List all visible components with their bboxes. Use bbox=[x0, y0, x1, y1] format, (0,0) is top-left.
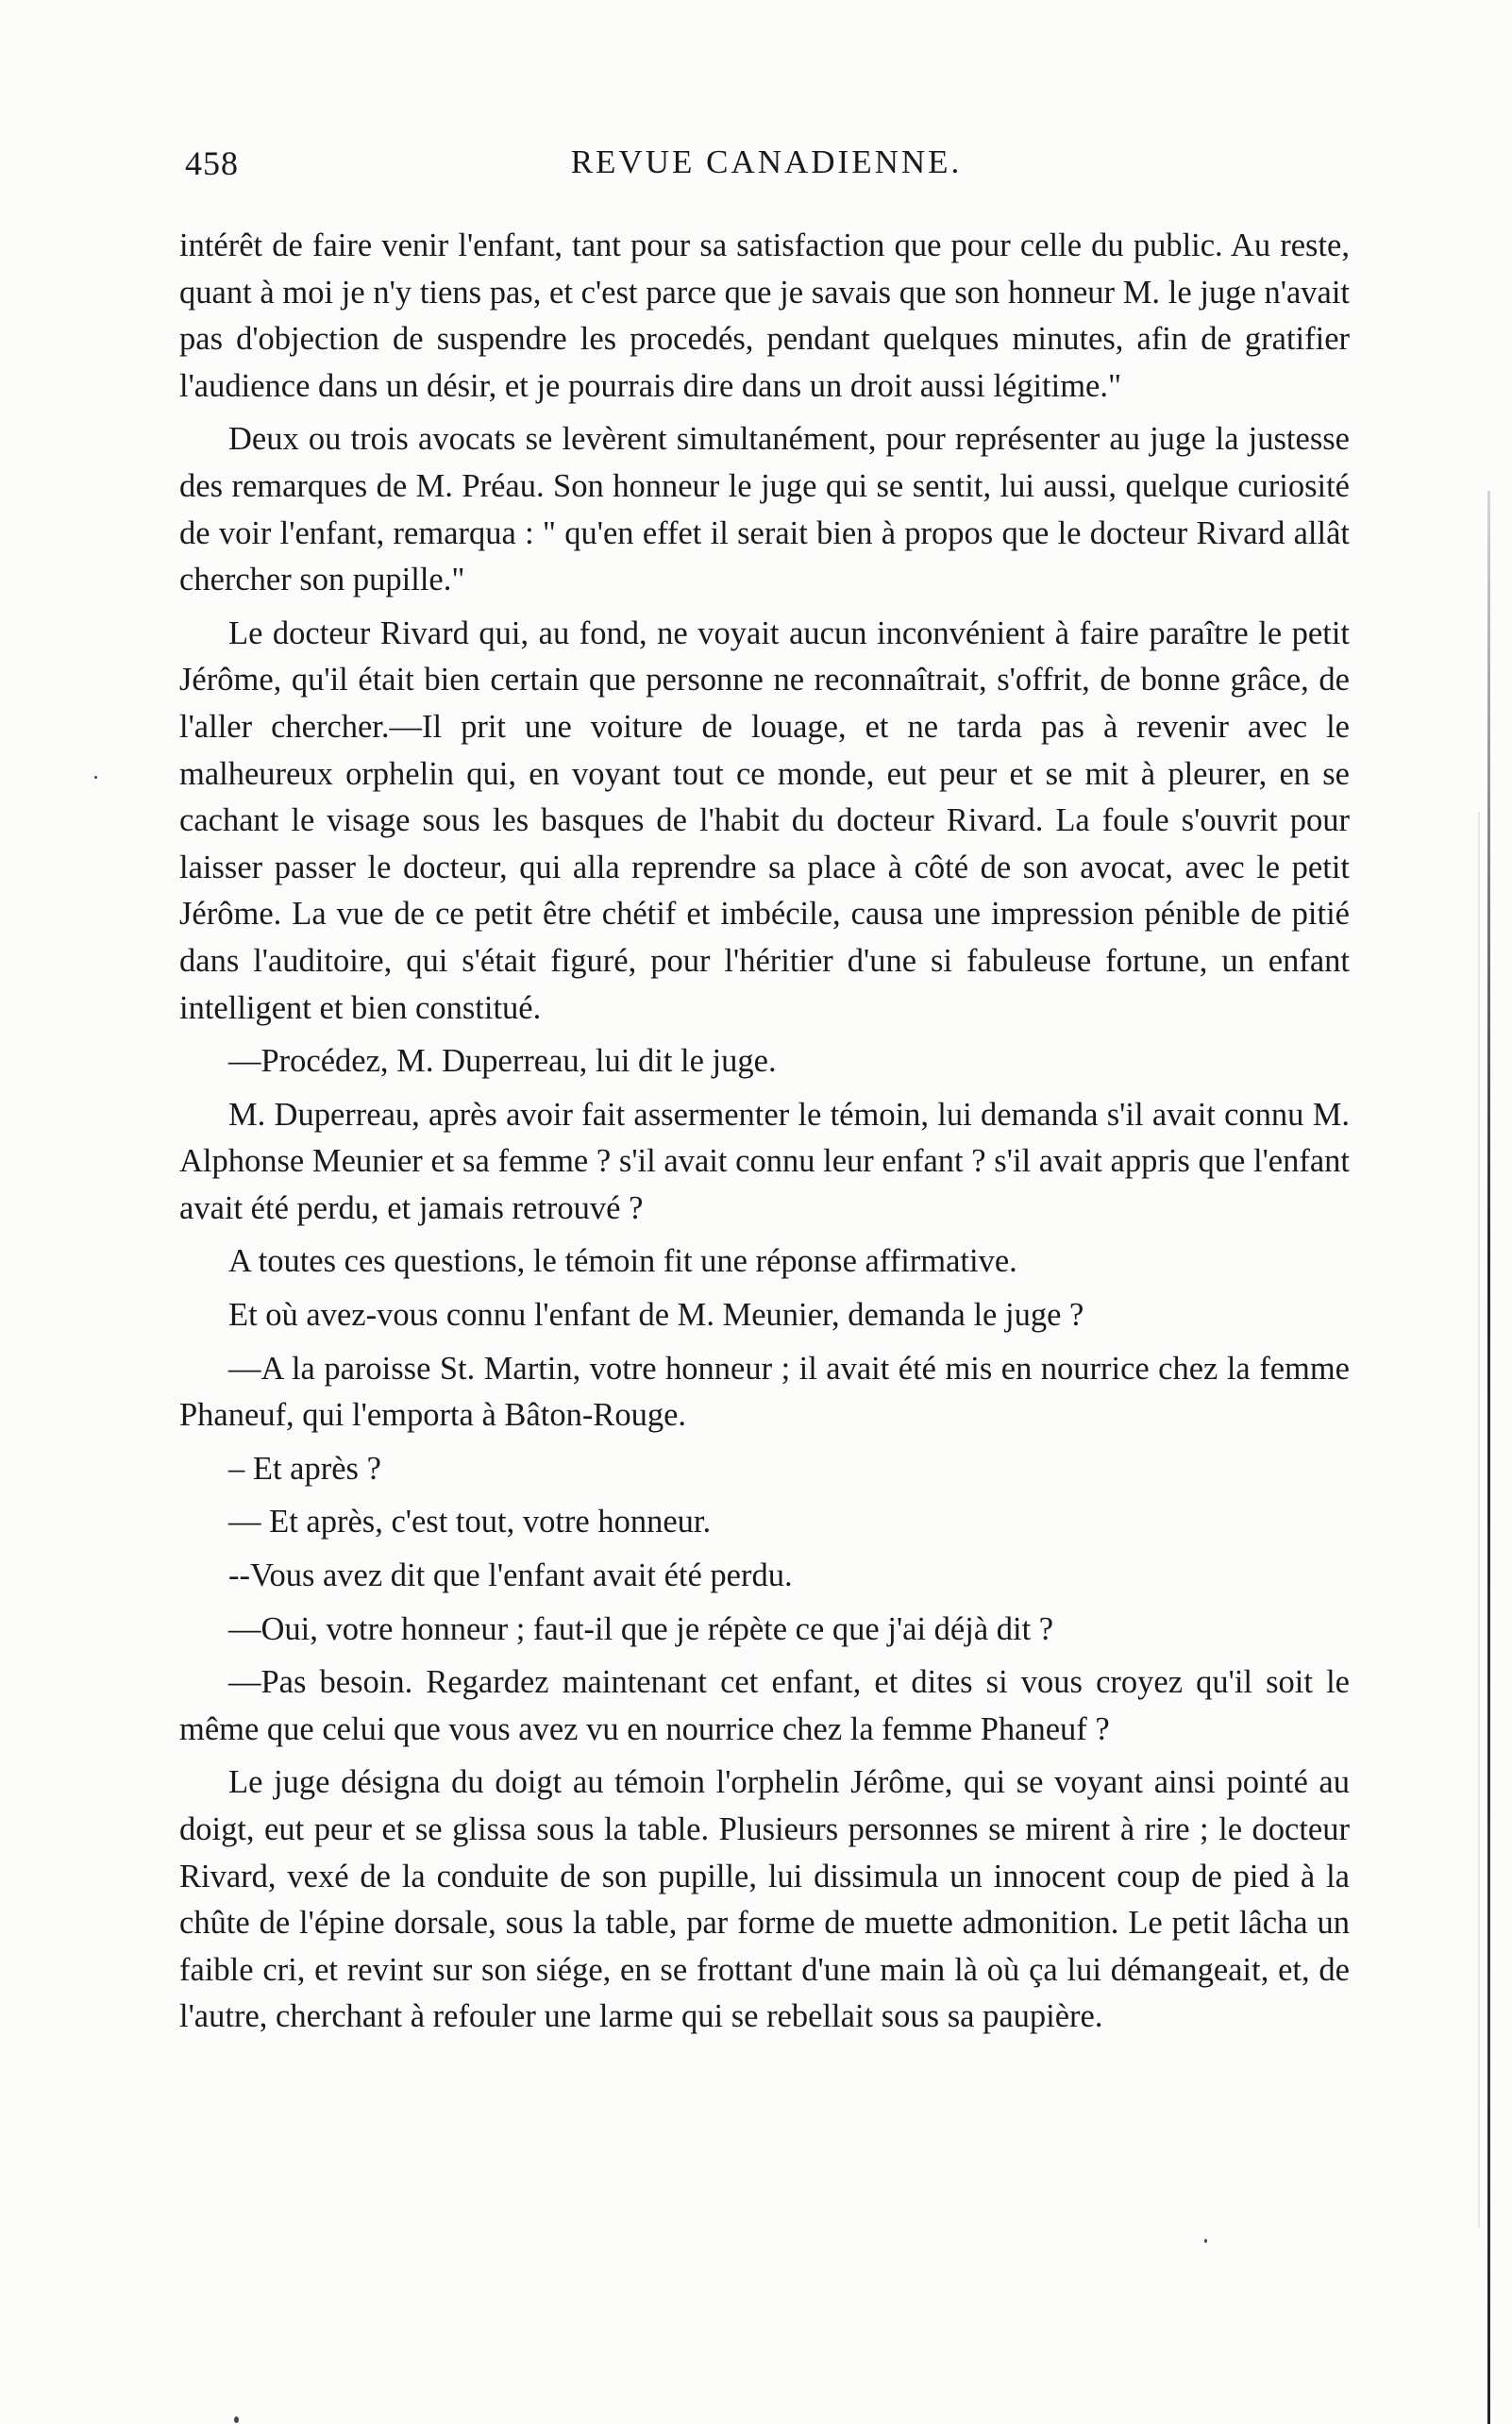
paragraph: —A la paroisse St. Martin, votre honneur ; il avait été mis en nourrice chez la femme Phaneuf, qui l'emporta à Bâton-Rouge. bbox=[179, 1350, 1350, 1434]
paragraph: — Et après, c'est tout, votre honneur. bbox=[228, 1504, 712, 1540]
running-title: REVUE CANADIENNE. bbox=[570, 143, 963, 180]
ink-speck bbox=[1204, 2239, 1207, 2243]
ink-speck bbox=[94, 776, 97, 779]
body-text bbox=[179, 223, 1350, 2047]
ink-speck bbox=[234, 2416, 239, 2423]
page-edge-shadow bbox=[1478, 812, 1480, 2228]
paragraph: Le juge désigna du doigt au témoin l'orphelin Jérôme, qui se voyant ainsi pointé au doigt, eut peur et se glissa sous la table. Plusieurs personnes se mirent à rire ; le docteur Rivard, vexé de la conduite de son pupille, lui dissimula un innocent coup de pied à la chûte de l'épine dorsale, sous la table, par forme de muette admonition. Le petit lâcha un faible cri, et revint sur son siége, en se frottant d'une main là où ça lui démangeait, et, de l'autre, cherchant à refouler une larme qui se rebellait sous sa paupière. bbox=[179, 1764, 1350, 2035]
paragraph: A toutes ces questions, le témoin fit une réponse affirmative. bbox=[228, 1243, 1017, 1280]
paragraph: – Et après ? bbox=[228, 1450, 381, 1487]
page-header bbox=[179, 143, 1353, 191]
paragraph: intérêt de faire venir l'enfant, tant pour sa satisfaction que pour celle du public. Au reste, quant à moi je n'y tiens pas, et c'est parce que je savais que son honneur M. le juge n'avait pas d'objection de suspendre les procedés, pendant quelques minutes, afin de gratifier l'audience dans un désir, et je pourrais dire dans un droit aussi légitime." bbox=[179, 227, 1350, 404]
paragraph: —Pas besoin. Regardez maintenant cet enfant, et dites si vous croyez qu'il soit le même que celui que vous avez vu en nourrice chez la femme Phaneuf ? bbox=[179, 1664, 1350, 1747]
paragraph: M. Duperreau, après avoir fait assermenter le témoin, lui demanda s'il avait connu M. Alphonse Meunier et sa femme ? s'il avait connu leur enfant ? s'il avait appris que l'enfant avait été perdu, et jamais retrouvé ? bbox=[179, 1096, 1350, 1226]
paragraph: Deux ou trois avocats se levèrent simultanément, pour représenter au juge la justesse des remarques de M. Préau. Son honneur le juge qui se sentit, lui aussi, quelque curiosité de voir l'enfant, remarqua : " qu'en effet il serait bien à propos que le docteur Rivard allât chercher son pupille." bbox=[179, 421, 1350, 598]
page-number: 458 bbox=[185, 144, 239, 182]
paragraph: —Oui, votre honneur ; faut-il que je répète ce que j'ai déjà dit ? bbox=[228, 1610, 1054, 1647]
paragraph: --Vous avez dit que l'enfant avait été perdu. bbox=[228, 1557, 793, 1594]
page-edge-line bbox=[1487, 491, 1490, 2424]
paragraph: Et où avez-vous connu l'enfant de M. Meunier, demanda le juge ? bbox=[228, 1297, 1084, 1334]
paragraph: —Procédez, M. Duperreau, lui dit le juge. bbox=[228, 1043, 777, 1080]
paragraph: Le docteur Rivard qui, au fond, ne voyait aucun inconvénient à faire paraître le petit Jérôme, qu'il était bien certain que personne ne reconnaîtrait, s'offrit, de bonne grâce, de l'aller chercher.—Il prit une voiture de louage, et ne tarda pas à revenir avec le malheureux orphelin qui, en voyant tout ce monde, eut peur et se mit à pleurer, en se cachant le visage sous les basques de l'habit du docteur Rivard. La foule s'ouvrit pour laisser passer le docteur, qui alla reprendre sa place à côté de son avocat, avec le petit Jérôme. La vue de ce petit être chétif et imbécile, causa une impression pénible de pitié dans l'auditoire, qui s'était figuré, pour l'héritier d'une si fabuleuse fortune, un enfant intelligent et bien constitué. bbox=[179, 614, 1350, 1026]
